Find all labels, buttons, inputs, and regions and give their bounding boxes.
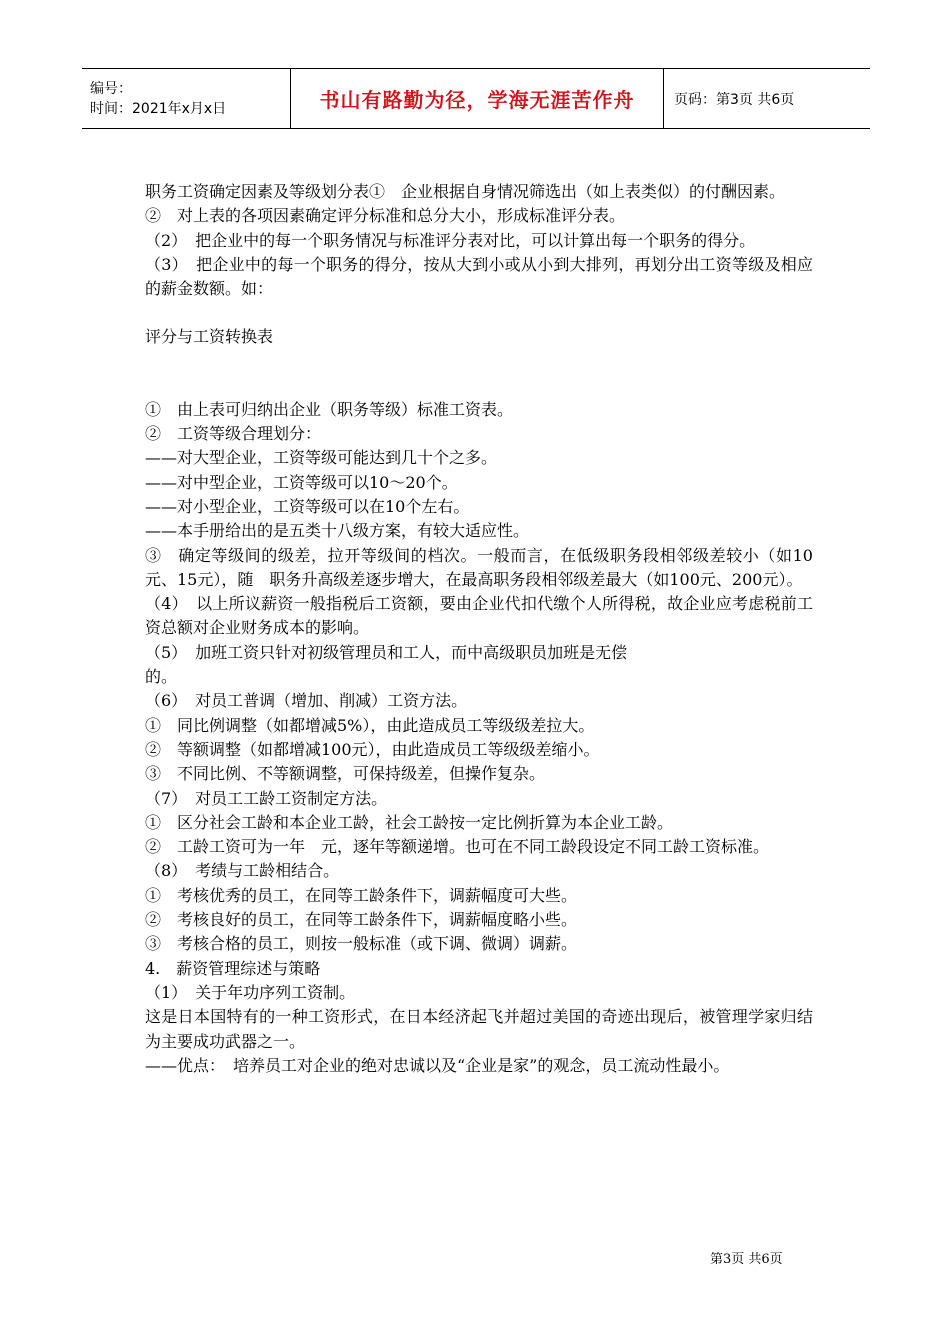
paragraph: （1） 关于年功序列工资制。 [145, 982, 356, 1002]
paragraph: ① 由上表可归纳出企业（职务等级）标准工资表。 [145, 399, 514, 419]
paragraph: ① 区分社会工龄和本企业工龄，社会工龄按一定比例折算为本企业工龄。 [145, 812, 674, 832]
paragraph: ② 考核良好的员工，在同等工龄条件下，调薪幅度略小些。 [145, 910, 578, 930]
table-caption: 评分与工资转换表 [145, 327, 274, 347]
paragraph: ② 工龄工资可为一年 元，逐年等额递增。也可在不同工龄段设定不同工龄工资标准。 [145, 837, 770, 857]
header-meta [82, 69, 291, 129]
paragraph: 的。 [145, 667, 178, 687]
paragraph: ① 考核优秀的员工，在同等工龄条件下，调薪幅度可大些。 [145, 885, 578, 905]
paragraph: ② 等额调整（如都增减100元），由此造成员工等级级差缩小。 [145, 739, 600, 759]
paragraph: 这是日本国特有的一种工资形式，在日本经济起飞并超过美国的奇迹出现后，被管理学家归结为主要成功武器之一。 [145, 1007, 813, 1051]
paragraph: ——对大型企业，工资等级可能达到几十个之多。 [145, 448, 498, 468]
paragraph: ——优点： 培养员工对企业的绝对忠诚以及“企业是家”的观念，员工流动性最小。 [145, 1055, 730, 1075]
date-label: 时间：2021年x月x日 [90, 100, 227, 117]
paragraph: （5） 加班工资只针对初级管理员和工人，而中高级职员加班是无偿 [145, 642, 628, 662]
serial-number-label: 编号： [90, 80, 132, 97]
paragraph: ③ 考核合格的员工，则按一般标准（或下调、微调）调薪。 [145, 934, 578, 954]
paragraph: ——对小型企业，工资等级可以在10个左右。 [145, 496, 470, 516]
paragraph: ② 工资等级合理划分： [145, 424, 322, 444]
paragraph: ——对中型企业，工资等级可以10～20个。 [145, 472, 458, 492]
paragraph: （2） 把企业中的每一个职务情况与标准评分表对比，可以计算出每一个职务的得分。 [145, 230, 756, 250]
page-footer: 第3页 共6页 [710, 1252, 783, 1267]
header-motto: 书山有路勤为径，学海无涯苦作舟 [291, 69, 664, 129]
paragraph: ① 同比例调整（如都增减5%），由此造成员工等级级差拉大。 [145, 715, 595, 735]
spacer [145, 350, 813, 398]
paragraph: （6） 对员工普调（增加、削减）工资方法。 [145, 691, 468, 711]
header-page-number: 页码：第3页 共6页 [664, 69, 871, 129]
document-body [145, 180, 813, 1078]
paragraph: 职务工资确定因素及等级划分表① 企业根据自身情况筛选出（如上表类似）的付酬因素。 [145, 182, 786, 201]
paragraph: （3） 把企业中的每一个职务的得分，按从大到小或从小到大排列，再划分出工资等级及相应的薪金数额。如： [145, 254, 813, 299]
paragraph: （7） 对员工工龄工资制定方法。 [145, 788, 388, 808]
paragraph: （4） 以上所议薪资一般指税后工资额，要由企业代扣代缴个人所得税，故企业应考虑税前工资总额对企业财务成本的影响。 [145, 594, 813, 638]
paragraph: 4. 薪资管理综述与策略 [145, 958, 321, 978]
spacer [145, 301, 813, 325]
paragraph: ——本手册给出的是五类十八级方案，有较大适应性。 [145, 521, 530, 541]
paragraph: （8） 考绩与工龄相结合。 [145, 861, 340, 881]
paragraph: ③ 确定等级间的级差，拉开等级间的档次。一般而言，在低级职务段相邻级差较小（如10元、15元），随 职务升高级差逐步增大，在最高职务段相邻级差最大（如100元、200元）。 [145, 545, 813, 589]
paragraph: ③ 不同比例、不等额调整，可保持级差，但操作复杂。 [145, 764, 546, 784]
paragraph: ② 对上表的各项因素确定评分标准和总分大小，形成标准评分表。 [145, 206, 626, 226]
page-header [82, 68, 870, 129]
